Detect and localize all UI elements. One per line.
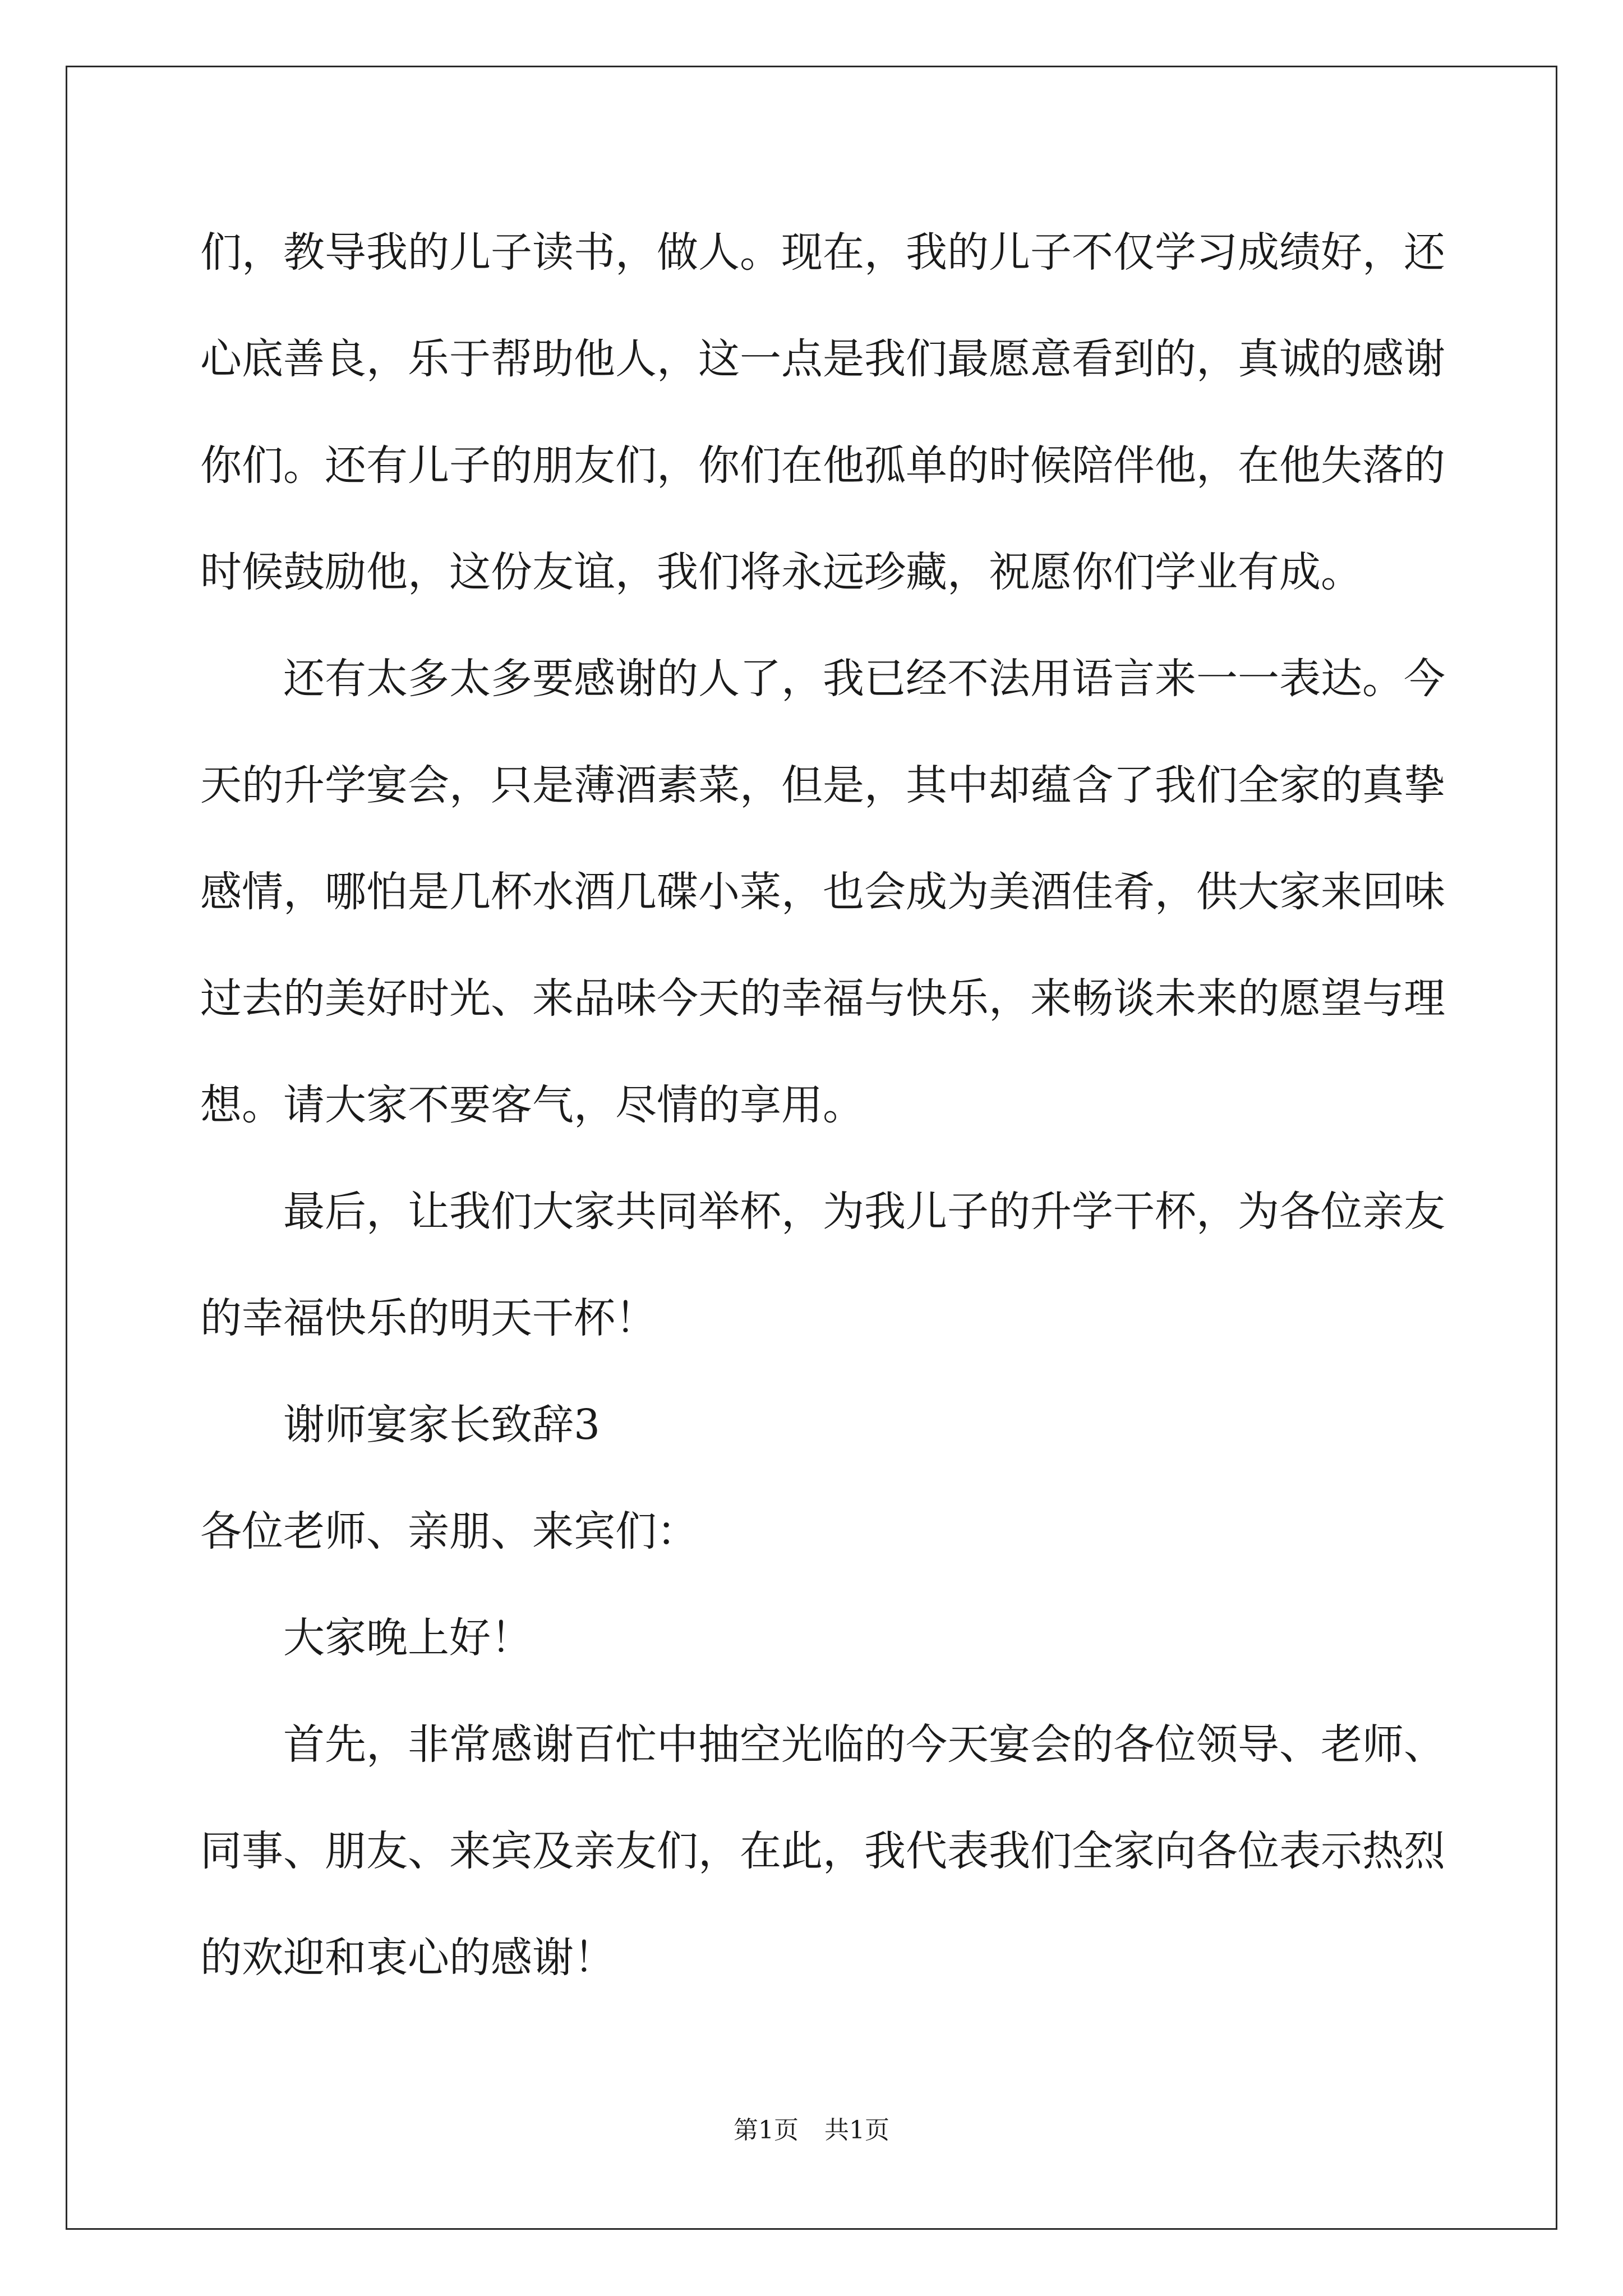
salutation: 各位老师、亲朋、来宾们： [200,1507,698,1556]
paragraph-line: 最后，让我们大家共同举杯，为我儿子的升学干杯，为各位亲友 [283,1188,1445,1236]
page-footer [0,2114,1623,2147]
paragraph-line: 过去的美好时光、来品味今天的幸福与快乐，来畅谈未来的愿望与理 [200,974,1445,1023]
paragraph-line: 的幸福快乐的明天干杯！ [200,1294,657,1342]
paragraph-line: 你们。还有儿子的朋友们，你们在他孤单的时候陪伴他，在他失落的 [200,441,1445,490]
paragraph-line: 心底善良，乐于帮助他人，这一点是我们最愿意看到的，真诚的感谢 [200,335,1445,383]
paragraph-line: 首先，非常感谢百忙中抽空光临的今天宴会的各位领导、老师、 [283,1720,1445,1769]
paragraph-line: 还有太多太多要感谢的人了，我已经不法用语言来一一表达。今 [283,655,1445,703]
paragraph-line: 同事、朋友、来宾及亲友们，在此，我代表我们全家向各位表示热烈 [200,1827,1445,1875]
section-heading: 谢师宴家长致辞3 [283,1401,601,1449]
paragraph-line: 时候鼓励他，这份友谊，我们将永远珍藏，祝愿你们学业有成。 [200,548,1362,596]
page-total: 共1页 [824,2116,889,2145]
paragraph-line: 的欢迎和衷心的感谢！ [200,1934,615,1982]
greeting: 大家晚上好！ [283,1614,532,1662]
paragraph-line: 想。请大家不要客气，尽情的享用。 [200,1081,864,1129]
paragraph-line: 天的升学宴会，只是薄酒素菜，但是，其中却蕴含了我们全家的真挚 [200,761,1445,809]
paragraph-line: 们，教导我的儿子读书，做人。现在，我的儿子不仅学习成绩好，还 [200,228,1445,277]
page-number: 第1页 [734,2116,799,2145]
paragraph-line: 感情，哪怕是几杯水酒几碟小菜，也会成为美酒佳肴，供大家来回味 [200,868,1445,916]
